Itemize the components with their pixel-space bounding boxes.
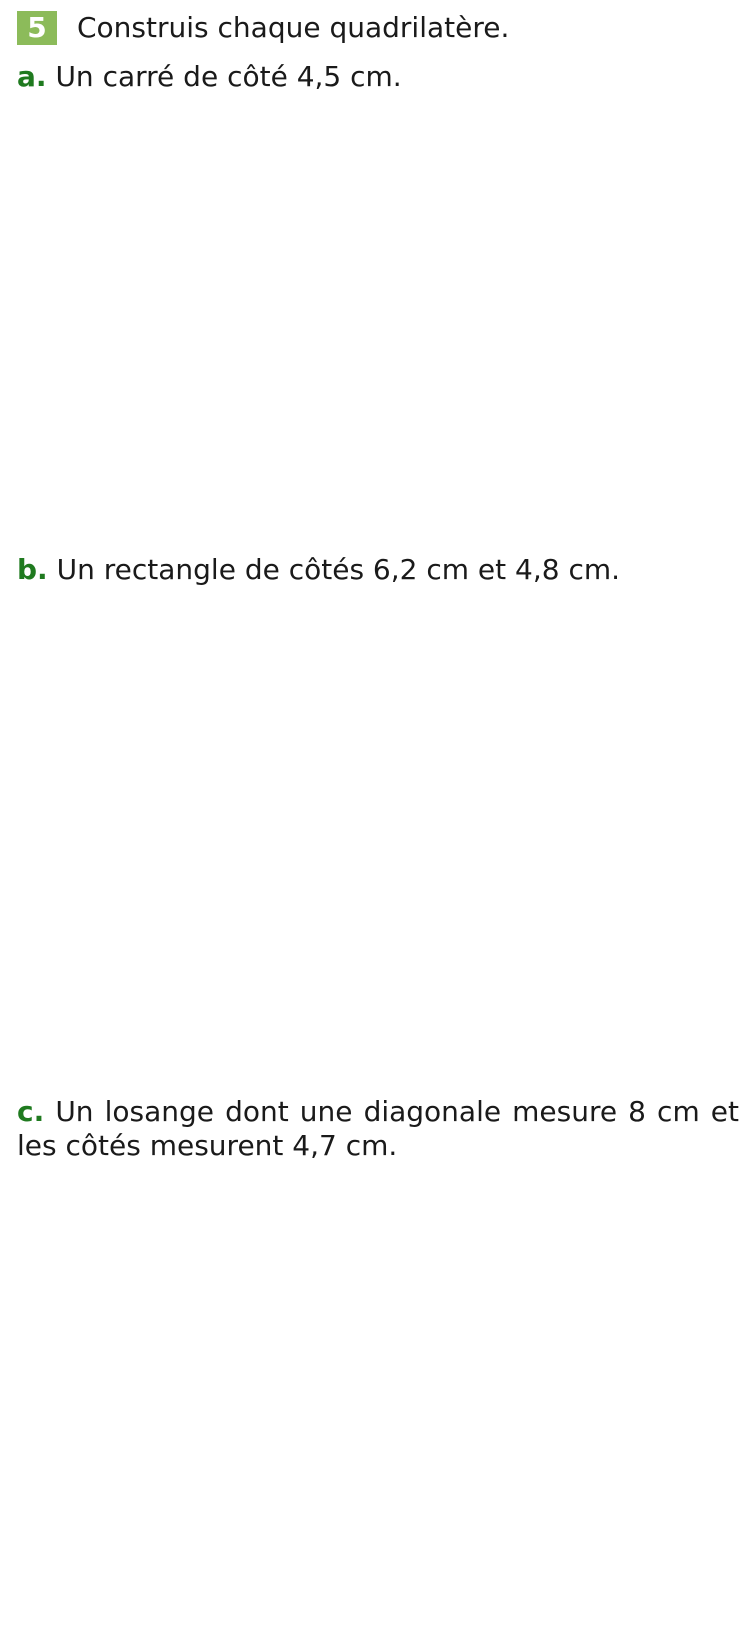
exercise-instruction: Construis chaque quadrilatère.	[77, 11, 510, 44]
question-text: Un losange dont une diagonale mesure 8 cm et les côtés mesurent 4,7 cm.	[17, 1095, 739, 1162]
exercise-number-badge: 5	[17, 11, 57, 45]
answer-space-a[interactable]	[17, 100, 739, 540]
question-letter: c.	[17, 1095, 45, 1128]
question-letter: b.	[17, 553, 48, 586]
question-letter: a.	[17, 60, 47, 93]
question-text: Un rectangle de côtés 6,2 cm et 4,8 cm.	[56, 553, 621, 586]
answer-space-c[interactable]	[17, 1170, 739, 1620]
exercise-header	[17, 10, 509, 46]
question-text: Un carré de côté 4,5 cm.	[55, 60, 402, 93]
question-b	[17, 553, 739, 587]
question-c	[17, 1095, 739, 1163]
answer-space-b[interactable]	[17, 593, 739, 1083]
question-a	[17, 60, 739, 94]
